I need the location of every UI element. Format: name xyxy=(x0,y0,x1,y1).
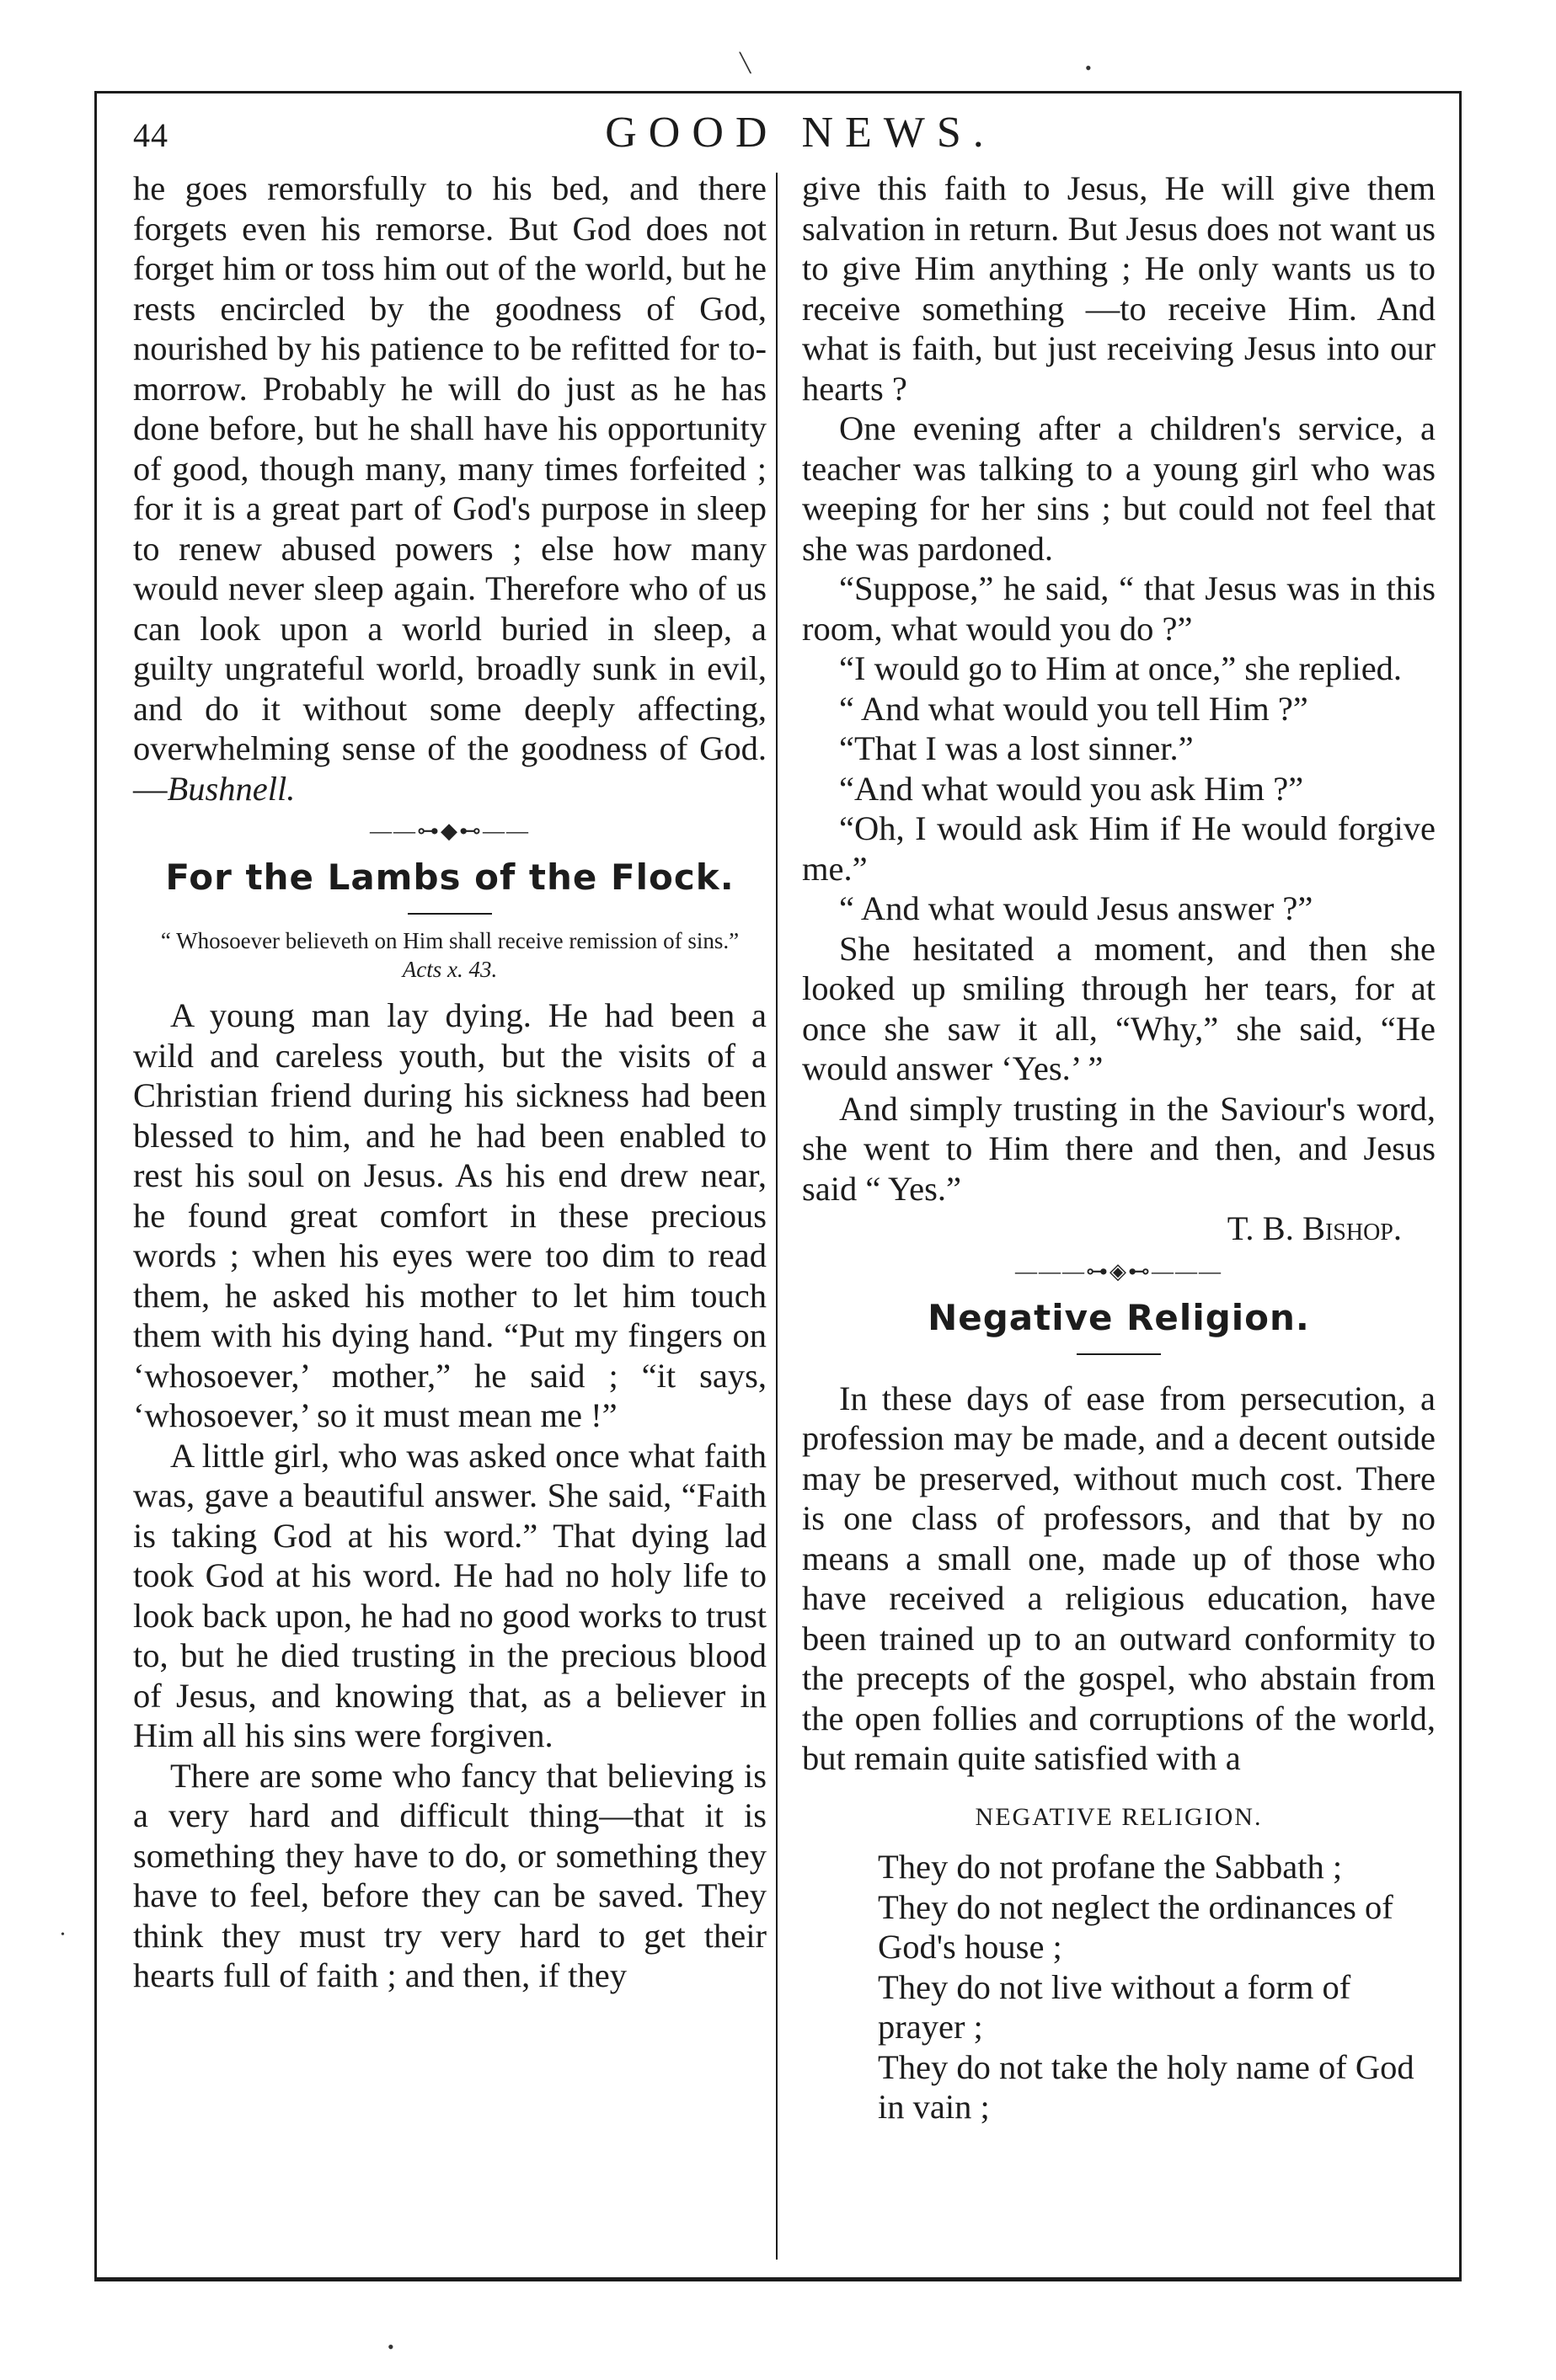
list-item: They do not take the holy name of God in vain ; xyxy=(878,2047,1414,2126)
paragraph: “ And what would Jesus answer ?” xyxy=(839,889,1313,927)
paragraph: “I would go to Him at once,” she replied. xyxy=(839,649,1403,687)
heading-rule xyxy=(408,913,492,915)
frame-top-rule xyxy=(94,91,1462,93)
paragraph: “Suppose,” he said, “ that Jesus was in this room, what would you do ?” xyxy=(802,569,1436,648)
list-item: They do not live without a form of prayer ; xyxy=(878,1967,1351,2046)
continued-paragraph: give this faith to Jesus, He will give them salvation in return. But Jesus does not want us to give Him anything ; He only wants us to receive something —to receive Him. And what is faith, but just receiving Jesus into our hearts ? xyxy=(802,169,1436,408)
list-item: They do not neglect the ordinances of God's house ; xyxy=(878,1887,1393,1966)
print-speck: • xyxy=(388,2336,394,2357)
epigraph-text: “ Whosoever believeth on Him shall receive remission of sins.” xyxy=(160,928,740,953)
paragraph: “That I was a lost sinner.” xyxy=(839,729,1194,767)
print-speck: • xyxy=(61,1929,65,1941)
paragraph: And simply trusting in the Saviour's word, she went to Him there and then, and Jesus said “ Yes.” xyxy=(802,1089,1436,1208)
epigraph xyxy=(133,926,767,984)
author-signature: T. B. Bishop. xyxy=(1227,1209,1402,1247)
list-item: They do not profane the Sabbath ; xyxy=(878,1848,1343,1886)
frame-left-rule xyxy=(94,91,97,2279)
paragraph: She hesitated a moment, and then she looked up smiling through her tears, for at once she saw it all, “Why,” she said, “He would answer ‘Yes.’ ” xyxy=(802,929,1436,1087)
left-column xyxy=(133,168,767,1996)
paragraph: “And what would you ask Him ?” xyxy=(839,769,1304,808)
page-number: 44 xyxy=(133,116,168,154)
paragraph: “Oh, I would ask Him if He would forgive me.” xyxy=(802,809,1436,888)
continued-paragraph-text: he goes remorsfully to his bed, and there forgets even his remorse. But God does not forget him or toss him out of the world, but he rests encircled by the goodness of God, nourished by his patience to be refitted for to-morrow. Probably he will do just as he has done before, but he shall have his opportunity of good, though many, many times forfeited ; for it is a great part of God's purpose in sleep to renew abused powers ; else how many would never sleep again. Therefore who of us can look upon a world buried in sleep, a guilty ungrateful world, broadly sunk in evil, and do it without some deeply affecting, overwhelming sense of the goodness of God.— xyxy=(133,169,767,808)
epigraph-reference: Acts x. 43. xyxy=(402,957,498,982)
frame-right-rule xyxy=(1459,91,1462,2279)
continued-paragraph xyxy=(133,168,767,808)
print-speck: • xyxy=(1085,57,1092,78)
column-divider-rule xyxy=(776,173,778,2260)
section-heading: For the Lambs of the Flock. xyxy=(165,856,735,898)
subheading: NEGATIVE RELIGION. xyxy=(975,1802,1263,1831)
heading-rule xyxy=(1077,1353,1161,1355)
paragraph: There are some who fancy that believing is a very hard and difficult thing—that it is something they have to do, or something they have to feel, before they can be saved. They think they must try very hard to get their hearts full of faith ; and then, if they xyxy=(133,1756,767,1994)
paragraph: “ And what would you tell Him ?” xyxy=(839,689,1308,728)
right-column xyxy=(802,168,1436,2127)
quoted-author: Bushnell. xyxy=(167,769,296,808)
print-speck: ╲ xyxy=(740,52,751,73)
running-title: GOOD NEWS. xyxy=(605,109,996,157)
paragraph: One evening after a children's service, a teacher was talking to a young girl who was weeping for her sins ; but could not feel that she was pardoned. xyxy=(802,409,1436,568)
frame-bottom-rule xyxy=(94,2277,1462,2281)
paragraph: A little girl, who was asked once what faith was, gave a beautiful answer. She said, “Faith is taking God at his word.” That dying lad took God at his word. He had no holy life to look back upon, he had no good works to trust to, but he died trusting in the precious blood of Jesus, and knowing that, as a believer in Him all his sins were forgiven. xyxy=(133,1436,767,1754)
section-ornament: ——⊶◆⊷—— xyxy=(370,819,530,843)
section-ornament: ———⊶◈⊷——— xyxy=(1015,1258,1222,1283)
section-heading: Negative Religion. xyxy=(928,1296,1310,1338)
paragraph: In these days of ease from persecution, a profession may be made, and a decent outside may be preserved, without much cost. There is one class of professors, and that by no means a small one, made up of those who have received a religious education, have been trained up to an outward conformity to the precepts of the gospel, who abstain from the open follies and corruptions of the world, but remain quite satisfied with a xyxy=(802,1379,1436,1777)
spacer xyxy=(802,1367,1436,1379)
paragraph: A young man lay dying. He had been a wild and careless youth, but the visits of a Christian friend during his sickness had been blessed to him, and he had been enabled to rest his soul on Jesus. As his end drew near, he found great comfort in these precious words ; when his eyes were too dim to read them, he asked his mother to let him touch them with his dying hand. “Put my fingers on ‘whosoever,’ mother,” he said ; “it says, ‘whosoever,’ so it must mean me !” xyxy=(133,996,767,1434)
